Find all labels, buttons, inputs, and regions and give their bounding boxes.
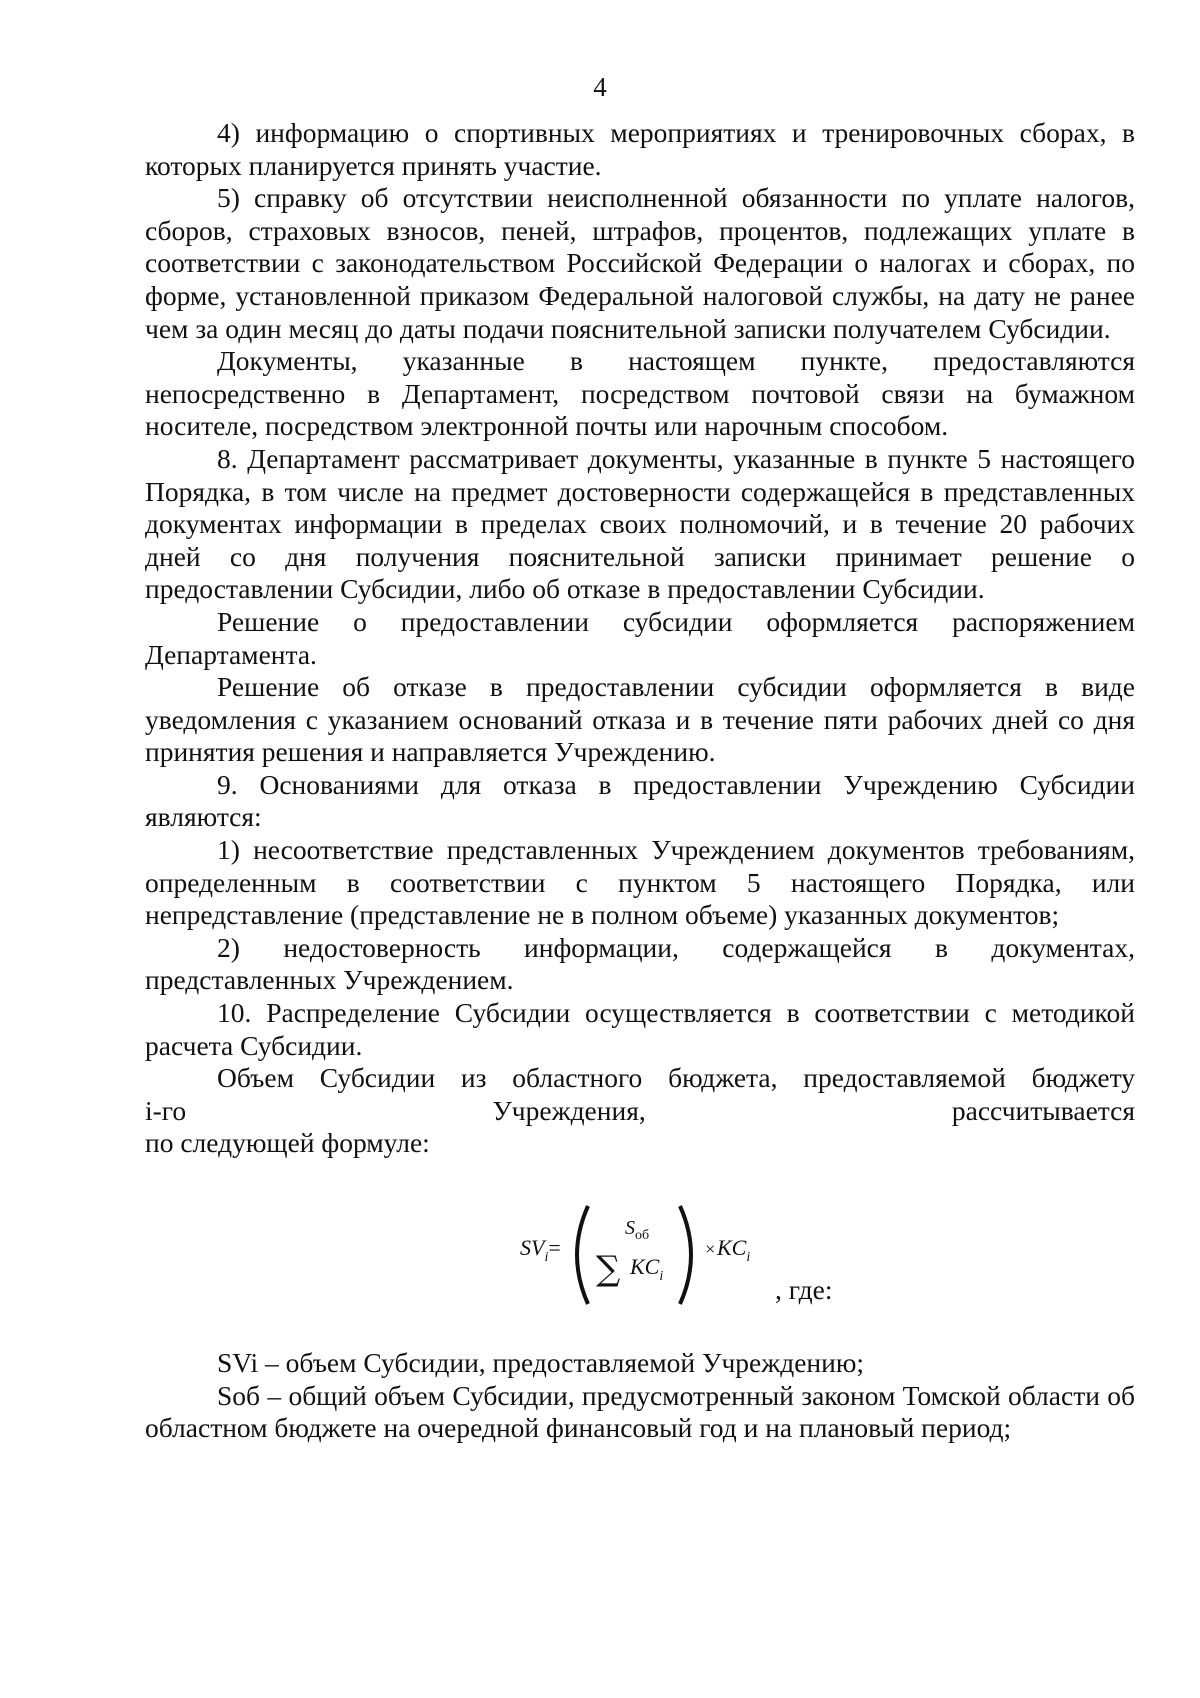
document-body — [145, 117, 1135, 1445]
paragraph-point-8: 8. Департамент рассматривает документы, указанные в пункте 5 настоящего Порядка, в том числе на предмет достоверности содержащейся в представленных документах информации в пределах своих полномочий, и в течение 20 рабочих дней со дня получения пояснительной записки принимает решение о предоставлении Субсидии, либо об отказе в предоставлении Субсидии. — [145, 442, 1135, 605]
paragraph-split-line — [145, 1095, 1135, 1128]
formula-numerator-sub: об — [635, 1228, 650, 1243]
paragraph-volume-intro: Объем Субсидии из областного бюджета, предоставляемой бюджету — [217, 1062, 1135, 1094]
formula-numerator: S — [625, 1217, 635, 1239]
split-line-middle: Учреждения, — [492, 1094, 646, 1126]
subsidy-formula — [520, 1200, 790, 1310]
paragraph-item-5: 5) справку об отсутствии неисполненной обязанности по уплате налогов, сборов, страховых взносов, пеней, штрафов, процентов, подлежащих уплате в соответствии с законодательством Российской Федерации о налогах и сборах, по форме, установленной приказом Федеральной налоговой службы, на дату не ранее чем за один месяц до даты подачи пояснительной записки получателем Субсидии. — [145, 182, 1135, 344]
formula-lhs: SV — [520, 1235, 545, 1260]
formula-where-label: , где: — [775, 1274, 833, 1305]
formula-block — [145, 1182, 1135, 1347]
paragraph-item-4: 4) информацию о спортивных мероприятиях и тренировочных сборах, в которых планируется принять участие. — [145, 117, 1135, 181]
split-line-right: рассчитывается — [951, 1094, 1135, 1126]
paragraph-ground-1: 1) несоответствие представленных Учреждением документов требованиям, определенным в соответствии с пунктом 5 настоящего Порядка, или непредставление (представление не в полном объеме) указанных документов; — [145, 834, 1135, 931]
split-line-left: i-го — [145, 1094, 187, 1126]
formula-multiplier: KC — [717, 1235, 747, 1260]
paragraph-ground-2: 2) недостоверность информации, содержащейся в документах, представленных Учреждением. — [145, 931, 1135, 996]
definition-sob: Sоб – общий объем Субсидии, предусмотренный законом Томской области об областном бюджете на очередной финансовый год и на плановый период; — [145, 1379, 1135, 1444]
svg-text:KCi — [716, 1235, 750, 1265]
formula-right-paren — [680, 1206, 691, 1304]
formula-equals: = — [548, 1235, 561, 1260]
formula-left-paren — [577, 1206, 588, 1304]
formula-sum-symbol: ∑ — [596, 1249, 621, 1289]
page-number: 4 — [593, 72, 607, 102]
formula-times: × — [704, 1239, 717, 1259]
svg-text:SVi= — [520, 1235, 561, 1265]
paragraph-point-9: 9. Основаниями для отказа в предоставлении Учреждению Субсидии являются: — [145, 768, 1135, 833]
svg-text:KCi — [629, 1254, 663, 1284]
paragraph-point-10: 10. Распределение Субсидии осуществляется в соответствии с методикой расчета Субсидии. — [145, 997, 1135, 1061]
paragraph-decision-grant: Решение о предоставлении субсидии оформляется распоряжением Департамента. — [145, 605, 1135, 670]
paragraph-formula-intro: по следующей формуле: — [145, 1127, 430, 1159]
formula-denominator-sub: i — [659, 1269, 664, 1284]
formula-multiplier-sub: i — [746, 1250, 751, 1265]
formula-denominator: KC — [630, 1254, 660, 1279]
paragraph-decision-refusal: Решение об отказе в предоставлении субсидии оформляется в виде уведомления с указанием оснований отказа и в течение пяти рабочих дней со дня принятия решения и направляется Учреждению. — [145, 671, 1135, 768]
definition-svi: SVi – объем Субсидии, предоставляемой Учреждению; — [217, 1347, 865, 1378]
formula-lhs-sub: i — [544, 1250, 549, 1265]
svg-text:Sоб — [625, 1217, 649, 1243]
paragraph-documents-submission: Документы, указанные в настоящем пункте, предоставляются непосредственно в Департамент, посредством почтовой связи на бумажном носителе, посредством электронной почты или нарочным способом. — [145, 345, 1135, 442]
